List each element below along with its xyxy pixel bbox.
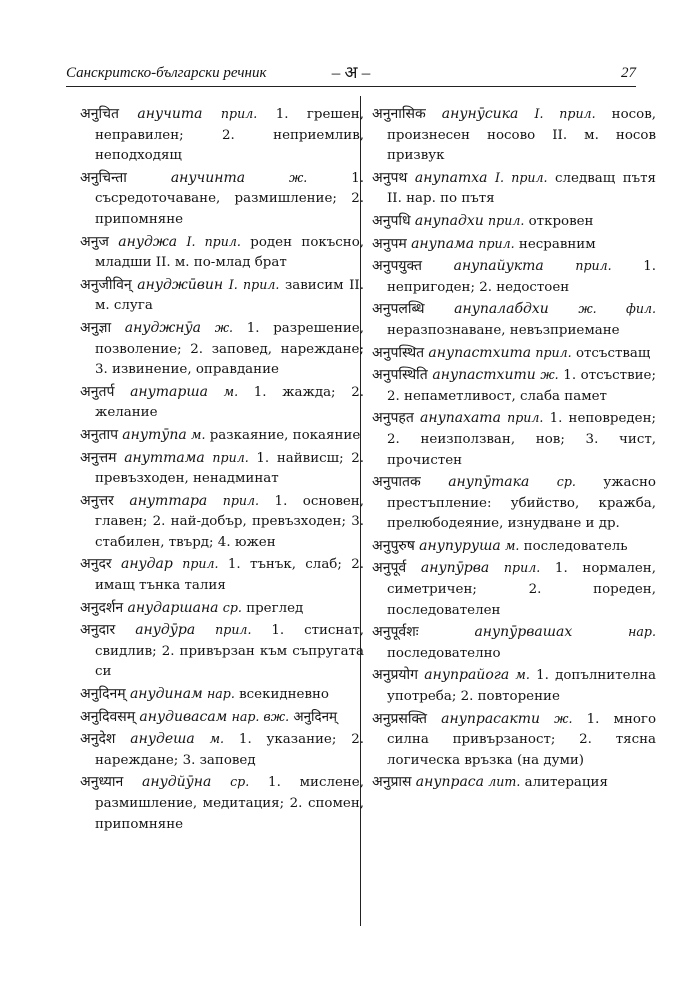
transliteration: анупӯрвашах [474,624,573,641]
definition: алитерация [524,775,608,791]
transliteration: ануттара [129,492,208,509]
grammar-label: ж. фил. [578,301,656,317]
definition: 1. указание; 2. нареждане; 3. заповед [95,732,364,768]
dictionary-entry [80,707,364,729]
dictionary-entry [80,232,364,274]
definition: अनुदिनम् [293,709,338,725]
headword: अनुपूर्व [372,560,407,577]
definition: последователь [523,538,628,554]
headword: अनुजीविन् [80,276,132,293]
grammar-label: I. прил. [228,276,280,292]
grammar-label: нар. [206,686,235,702]
definition: следващ пътя II. нар. по пътя [387,170,656,207]
definition: всекидневно [239,687,329,703]
dictionary-entry [80,448,364,490]
grammar-label: ж. [540,367,559,383]
definition: разкаяние, покаяние [209,427,361,443]
headword: अनुपधि [372,212,411,229]
dictionary-entry [372,168,656,210]
grammar-label: прил. [220,106,258,121]
definition: 1. найвисш; 2. превъзходен, ненадминат [95,450,365,487]
headword: अनुपातक [372,474,421,491]
transliteration: анупуруша [419,537,501,554]
grammar-label: прил. [212,449,249,465]
page-number: 27 [621,65,636,81]
grammar-label: м. [515,667,530,683]
definition: ужасно престъпление: убийство, кражба, прелюбодеяние, изнудване и др. [387,475,656,532]
definition: 1. стиснат, свидлив; 2. привързан към съпругата си [95,623,364,680]
transliteration: анупӯтака [448,474,530,491]
headword: अनुदार [80,622,116,639]
dictionary-entry [80,684,364,706]
dictionary-entry [372,408,656,471]
headword: अनुनासिक [372,106,426,122]
dictionary-entry [372,558,656,621]
transliteration: анударшана [127,599,219,616]
transliteration: анунӯсика [441,106,519,122]
definition: 1. нормален, симетричен; 2. пореден, последователен [387,561,656,618]
headword: अनुपलब्धि [372,301,425,318]
book-title: Санскритско-български речник [66,65,267,81]
definition: роден покъсно, младши II. м. по-млад брат [95,234,365,271]
definition: зависим II. м. слуга [95,277,364,314]
headword: अनुप्रसक्ति [372,710,428,727]
transliteration: ануттама [124,449,205,466]
definition: 1. отсъствие; 2. непаметливост, слаба памет [387,368,656,404]
grammar-label: прил. [478,235,515,251]
dictionary-entry [372,211,656,233]
dictionary-entry [372,343,656,365]
transliteration: анучита [137,106,203,122]
grammar-label: прил. [575,258,612,274]
headword: अनुदिनम् [80,686,126,703]
headword: अनुत्तम [80,449,117,466]
transliteration: анудар [120,556,173,573]
transliteration: анутарша [130,383,208,400]
dictionary-entry [372,709,656,772]
headword: अनुज [80,233,109,250]
definition: преглед [246,600,304,616]
headword: अनुपम [372,235,407,252]
headword: अनुत्तर [80,492,114,509]
definition: несравним [518,236,596,252]
dictionary-entry [80,554,364,596]
grammar-label: м. [223,383,239,399]
dictionary-entry [372,772,656,794]
grammar-label: ср. [556,474,576,490]
headword: अनुदेश [80,731,116,748]
running-header [66,58,636,87]
headword: अनुपस्थित [372,344,425,361]
grammar-label: ж. [554,710,573,726]
left-column [80,104,364,836]
grammar-label: нар. [628,624,656,640]
grammar-label: прил. [182,556,219,572]
headword: अनुतर्प [80,383,115,400]
dictionary-entry [80,729,364,771]
transliteration: анудинам [129,686,203,703]
transliteration: анупатха [414,169,488,186]
dictionary-entry [80,598,364,620]
dictionary-entry [372,472,656,535]
right-column [372,104,656,795]
definition: 1. грешен, неправилен; 2. неприемлив, неподходящ [95,107,364,164]
transliteration: ануджнӯа [124,319,201,336]
headword: अनुदर [80,556,112,573]
grammar-label: I. прил. [534,106,596,121]
transliteration: анудйӯна [142,774,212,791]
headword: अनुपथ [372,169,408,186]
grammar-label: м. [209,731,225,747]
grammar-label: прил. [503,560,541,576]
definition: отсъстващ [575,345,651,361]
dictionary-entry [80,425,364,447]
definition: 1. неповреден; 2. неизползван, нов; 3. чист, прочистен [387,411,657,468]
dictionary-entry [80,772,364,835]
definition: носов, произнесен носово II. м. носов призвук [387,107,657,164]
definition: 1. мислене, размишление, медитация; 2. спомен, припомняне [95,775,364,832]
dictionary-entry [372,299,656,341]
dictionary-entry [80,168,364,231]
grammar-label: м. [504,537,520,553]
transliteration: анупраса [415,774,484,791]
transliteration: анутӯпа [122,426,187,443]
dictionary-entry [372,536,656,558]
grammar-label: прил. [222,492,260,508]
grammar-label: нар. вж. [231,708,290,724]
transliteration: анупалабдхи [454,301,549,318]
transliteration: анупама [411,235,475,252]
dictionary-entry [80,620,364,683]
grammar-label: ж. [214,319,234,335]
definition: 1. непригоден; 2. недостоен [387,259,656,295]
definition: 1. съсредоточаване, размишление; 2. припомняне [95,170,364,227]
transliteration: анупрайога [424,667,510,684]
headword: अनुप्रास [372,774,412,791]
dictionary-entry [80,275,364,317]
transliteration: анупастхити [432,367,536,384]
transliteration: ануджа [118,233,178,250]
headword: अनुपस्थिति [372,367,428,384]
definition: 1. много силна привързаност; 2. тясна логическа връзка (на думи) [387,711,657,768]
headword: अनुचिन्ता [80,169,127,186]
dictionary-entry [80,104,364,167]
definition: 1. тънък, слаб; 2. имащ тънка талия [95,557,364,594]
grammar-label: лит. [488,774,521,790]
grammar-label: I. прил. [186,233,241,249]
definition: 1. жажда; 2. желание [95,384,364,421]
headword: अनुपुरुष [372,537,415,554]
transliteration: анупастхита [428,344,532,361]
grammar-label: ср. [222,599,242,615]
transliteration: анупрасакти [441,710,541,727]
section-letter: – अ – [331,63,371,82]
dictionary-entry [372,256,656,298]
dictionary-entry [372,104,656,167]
headword: अनुताप [80,426,119,443]
headword: अनुध्यान [80,774,124,791]
dictionary-entry [372,365,656,407]
definition: откровен [528,213,594,229]
dictionary-entry [80,318,364,381]
grammar-label: ж. [288,169,308,185]
definition: 1. разрешение, позволение; 2. заповед, нареждане; 3. извинение, оправдание [95,320,364,378]
grammar-label: прил. [488,212,525,228]
grammar-label: ср. [230,774,250,790]
dictionary-entry [372,665,656,707]
dictionary-entry [372,234,656,256]
transliteration: ануджӣвин [137,276,224,293]
headword: अनुपयुक्त [372,258,423,275]
grammar-label: I. прил. [494,169,548,185]
grammar-label: прил. [507,410,544,426]
transliteration: анупайукта [453,258,544,275]
dictionary-entry [80,382,364,424]
transliteration: анупӯрва [420,560,490,577]
definition: 1. допълнителна употреба; 2. повторение [387,668,656,705]
headword: अनुदर्शन [80,599,124,616]
headword: अनुप्रयोग [372,667,419,684]
headword: अनुदिवसम् [80,708,136,725]
dictionary-entry [372,622,656,664]
dictionary-entry [80,491,364,554]
headword: अनुपूर्वशः [372,624,419,641]
headword: अनुपहत [372,410,414,427]
transliteration: анучинта [170,169,246,186]
definition: 1. основен, главен; 2. най-добър, превъзходен; 3. стабилен, твърд; 4. южен [95,493,364,550]
headword: अनुज्ञा [80,319,112,336]
grammar-label: прил. [535,344,572,360]
grammar-label: м. [191,426,206,442]
grammar-label: прил. [215,622,252,638]
transliteration: анудеша [130,731,195,748]
transliteration: анудӯра [135,622,196,639]
definition: последователно [387,645,501,661]
transliteration: анудивасам [139,708,228,725]
headword: अनुचित [80,106,119,122]
transliteration: анупадхи [414,212,484,229]
definition: неразпознаване, невъзприемане [387,322,620,338]
transliteration: анупахата [420,410,501,427]
